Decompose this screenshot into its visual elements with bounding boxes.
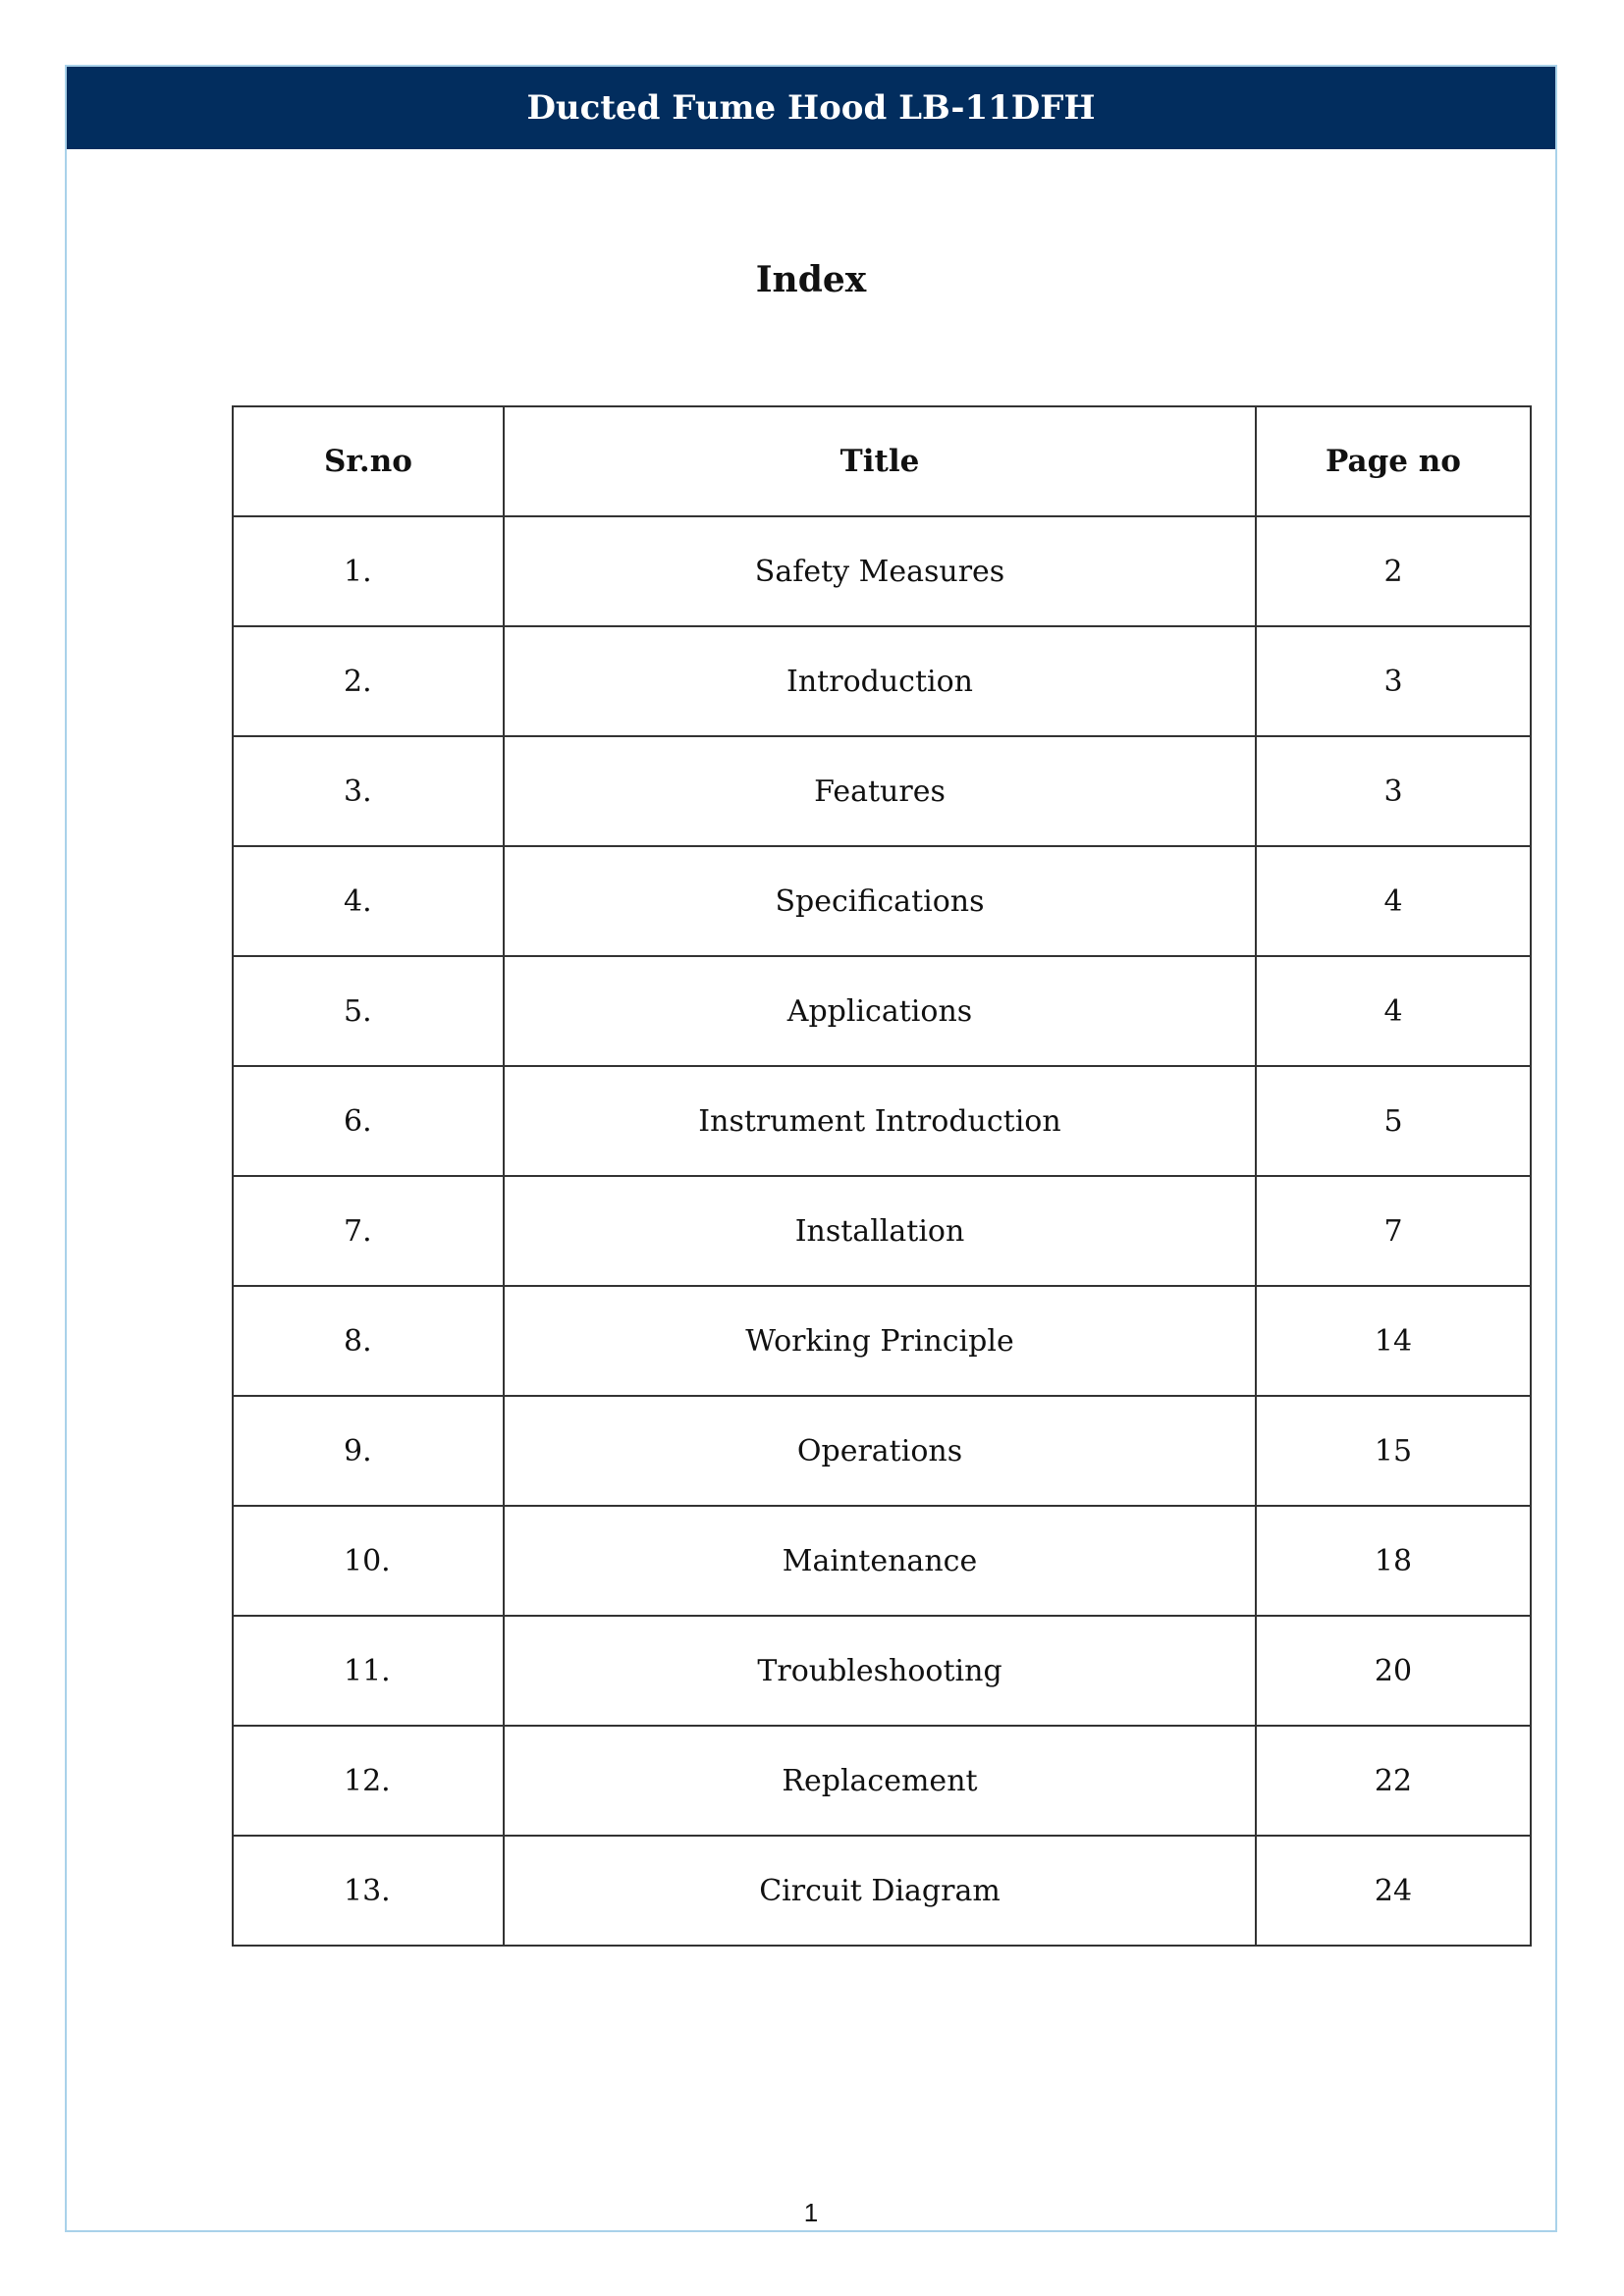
table-row bbox=[233, 956, 1531, 1066]
table-row bbox=[233, 736, 1531, 846]
row-sr-no: 8. bbox=[233, 1286, 504, 1396]
row-title: Applications bbox=[504, 956, 1256, 1066]
table-row bbox=[233, 1396, 1531, 1506]
row-page-no: 5 bbox=[1256, 1066, 1531, 1176]
row-sr-no: 6. bbox=[233, 1066, 504, 1176]
table-row bbox=[233, 626, 1531, 736]
row-page-no: 15 bbox=[1256, 1396, 1531, 1506]
row-title: Introduction bbox=[504, 626, 1256, 736]
row-page-no: 7 bbox=[1256, 1176, 1531, 1286]
column-header-title: Title bbox=[504, 406, 1256, 516]
page-number: 1 bbox=[803, 2198, 819, 2227]
document-header-bar bbox=[67, 67, 1555, 149]
table-row bbox=[233, 1176, 1531, 1286]
row-sr-no: 5. bbox=[233, 956, 504, 1066]
row-sr-no: 2. bbox=[233, 626, 504, 736]
row-title: Operations bbox=[504, 1396, 1256, 1506]
table-row bbox=[233, 1616, 1531, 1726]
row-sr-no: 12. bbox=[233, 1726, 504, 1836]
row-title: Working Principle bbox=[504, 1286, 1256, 1396]
row-sr-no: 4. bbox=[233, 846, 504, 956]
index-heading: Index bbox=[755, 259, 867, 300]
row-title: Instrument Introduction bbox=[504, 1066, 1256, 1176]
table-header-row bbox=[233, 406, 1531, 516]
row-page-no: 14 bbox=[1256, 1286, 1531, 1396]
row-title: Safety Measures bbox=[504, 516, 1256, 626]
row-sr-no: 3. bbox=[233, 736, 504, 846]
row-page-no: 24 bbox=[1256, 1836, 1531, 1946]
row-sr-no: 11. bbox=[233, 1616, 504, 1726]
row-sr-no: 1. bbox=[233, 516, 504, 626]
index-table bbox=[232, 405, 1532, 1947]
table-row bbox=[233, 846, 1531, 956]
row-title: Specifications bbox=[504, 846, 1256, 956]
row-page-no: 3 bbox=[1256, 736, 1531, 846]
row-title: Troubleshooting bbox=[504, 1616, 1256, 1726]
row-title: Circuit Diagram bbox=[504, 1836, 1256, 1946]
row-page-no: 3 bbox=[1256, 626, 1531, 736]
row-page-no: 20 bbox=[1256, 1616, 1531, 1726]
table-row bbox=[233, 1286, 1531, 1396]
row-page-no: 18 bbox=[1256, 1506, 1531, 1616]
row-title: Features bbox=[504, 736, 1256, 846]
row-sr-no: 10. bbox=[233, 1506, 504, 1616]
row-sr-no: 13. bbox=[233, 1836, 504, 1946]
table-row bbox=[233, 1726, 1531, 1836]
row-title: Installation bbox=[504, 1176, 1256, 1286]
page-frame bbox=[65, 65, 1557, 2232]
row-sr-no: 9. bbox=[233, 1396, 504, 1506]
row-page-no: 2 bbox=[1256, 516, 1531, 626]
row-title: Replacement bbox=[504, 1726, 1256, 1836]
document-title: Ducted Fume Hood LB-11DFH bbox=[526, 88, 1096, 128]
row-page-no: 22 bbox=[1256, 1726, 1531, 1836]
row-title: Maintenance bbox=[504, 1506, 1256, 1616]
column-header-sr-no: Sr.no bbox=[233, 406, 504, 516]
table-row bbox=[233, 1836, 1531, 1946]
row-sr-no: 7. bbox=[233, 1176, 504, 1286]
row-page-no: 4 bbox=[1256, 846, 1531, 956]
table-row bbox=[233, 1506, 1531, 1616]
table-row bbox=[233, 1066, 1531, 1176]
column-header-page-no: Page no bbox=[1256, 406, 1531, 516]
row-page-no: 4 bbox=[1256, 956, 1531, 1066]
table-row bbox=[233, 516, 1531, 626]
